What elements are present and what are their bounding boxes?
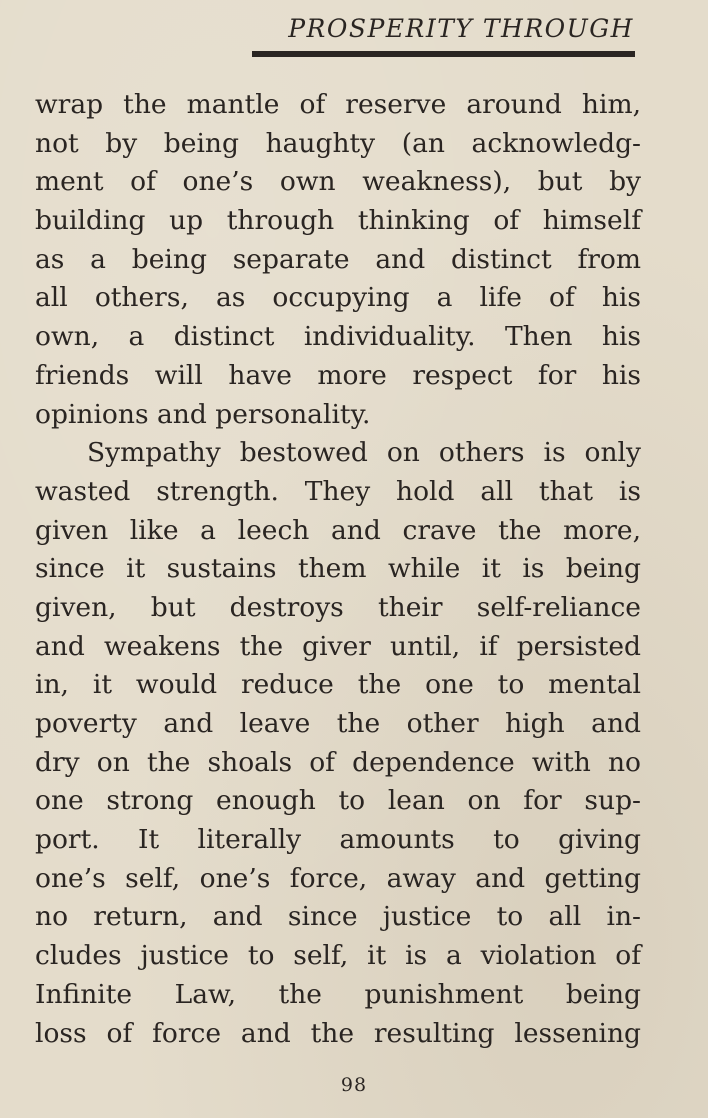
text-line: given like a leech and crave the more, bbox=[35, 514, 641, 546]
text-line: port. It literally amounts to giving bbox=[35, 824, 641, 856]
text-line: loss of force and the resulting lessening bbox=[35, 1017, 641, 1049]
text-line: friends will have more respect for his bbox=[35, 359, 641, 391]
text-line: one strong enough to lean on for sup- bbox=[35, 785, 641, 817]
text-line: opinions and personality. bbox=[35, 398, 371, 430]
body-text bbox=[35, 86, 641, 1053]
text-line: since it sustains them while it is being bbox=[35, 553, 641, 585]
text-line: in, it would reduce the one to mental bbox=[35, 669, 641, 701]
text-line: not by being haughty (an acknowledg- bbox=[35, 127, 641, 159]
running-head: PROSPERITY THROUGH bbox=[288, 14, 634, 43]
text-line: no return, and since justice to all in- bbox=[35, 901, 641, 933]
text-line: poverty and leave the other high and bbox=[35, 708, 641, 739]
text-line: building up through thinking of himself bbox=[35, 205, 641, 237]
text-line: Infinite Law, the punishment being bbox=[35, 978, 641, 1010]
header-rule bbox=[252, 51, 635, 57]
text-line: own, a distinct individuality. Then his bbox=[35, 321, 641, 353]
text-line: dry on the shoals of dependence with no bbox=[35, 746, 641, 778]
text-line: and weakens the giver until, if persisted bbox=[35, 630, 641, 662]
text-line: wasted strength. They hold all that is bbox=[35, 475, 641, 507]
text-line: given, but destroys their self-reliance bbox=[35, 591, 641, 623]
text-line: all others, as occupying a life of his bbox=[35, 282, 641, 314]
text-line: wrap the mantle of reserve around him, bbox=[35, 89, 641, 120]
page-number: 98 bbox=[340, 1074, 368, 1096]
text-line: Sympathy bestowed on others is only bbox=[87, 437, 641, 469]
text-line: cludes justice to self, it is a violation of bbox=[35, 940, 641, 972]
text-line: ment of one’s own weakness), but by bbox=[35, 166, 641, 198]
text-line: as a being separate and distinct from bbox=[35, 243, 641, 275]
text-line: one’s self, one’s force, away and getting bbox=[35, 862, 641, 894]
